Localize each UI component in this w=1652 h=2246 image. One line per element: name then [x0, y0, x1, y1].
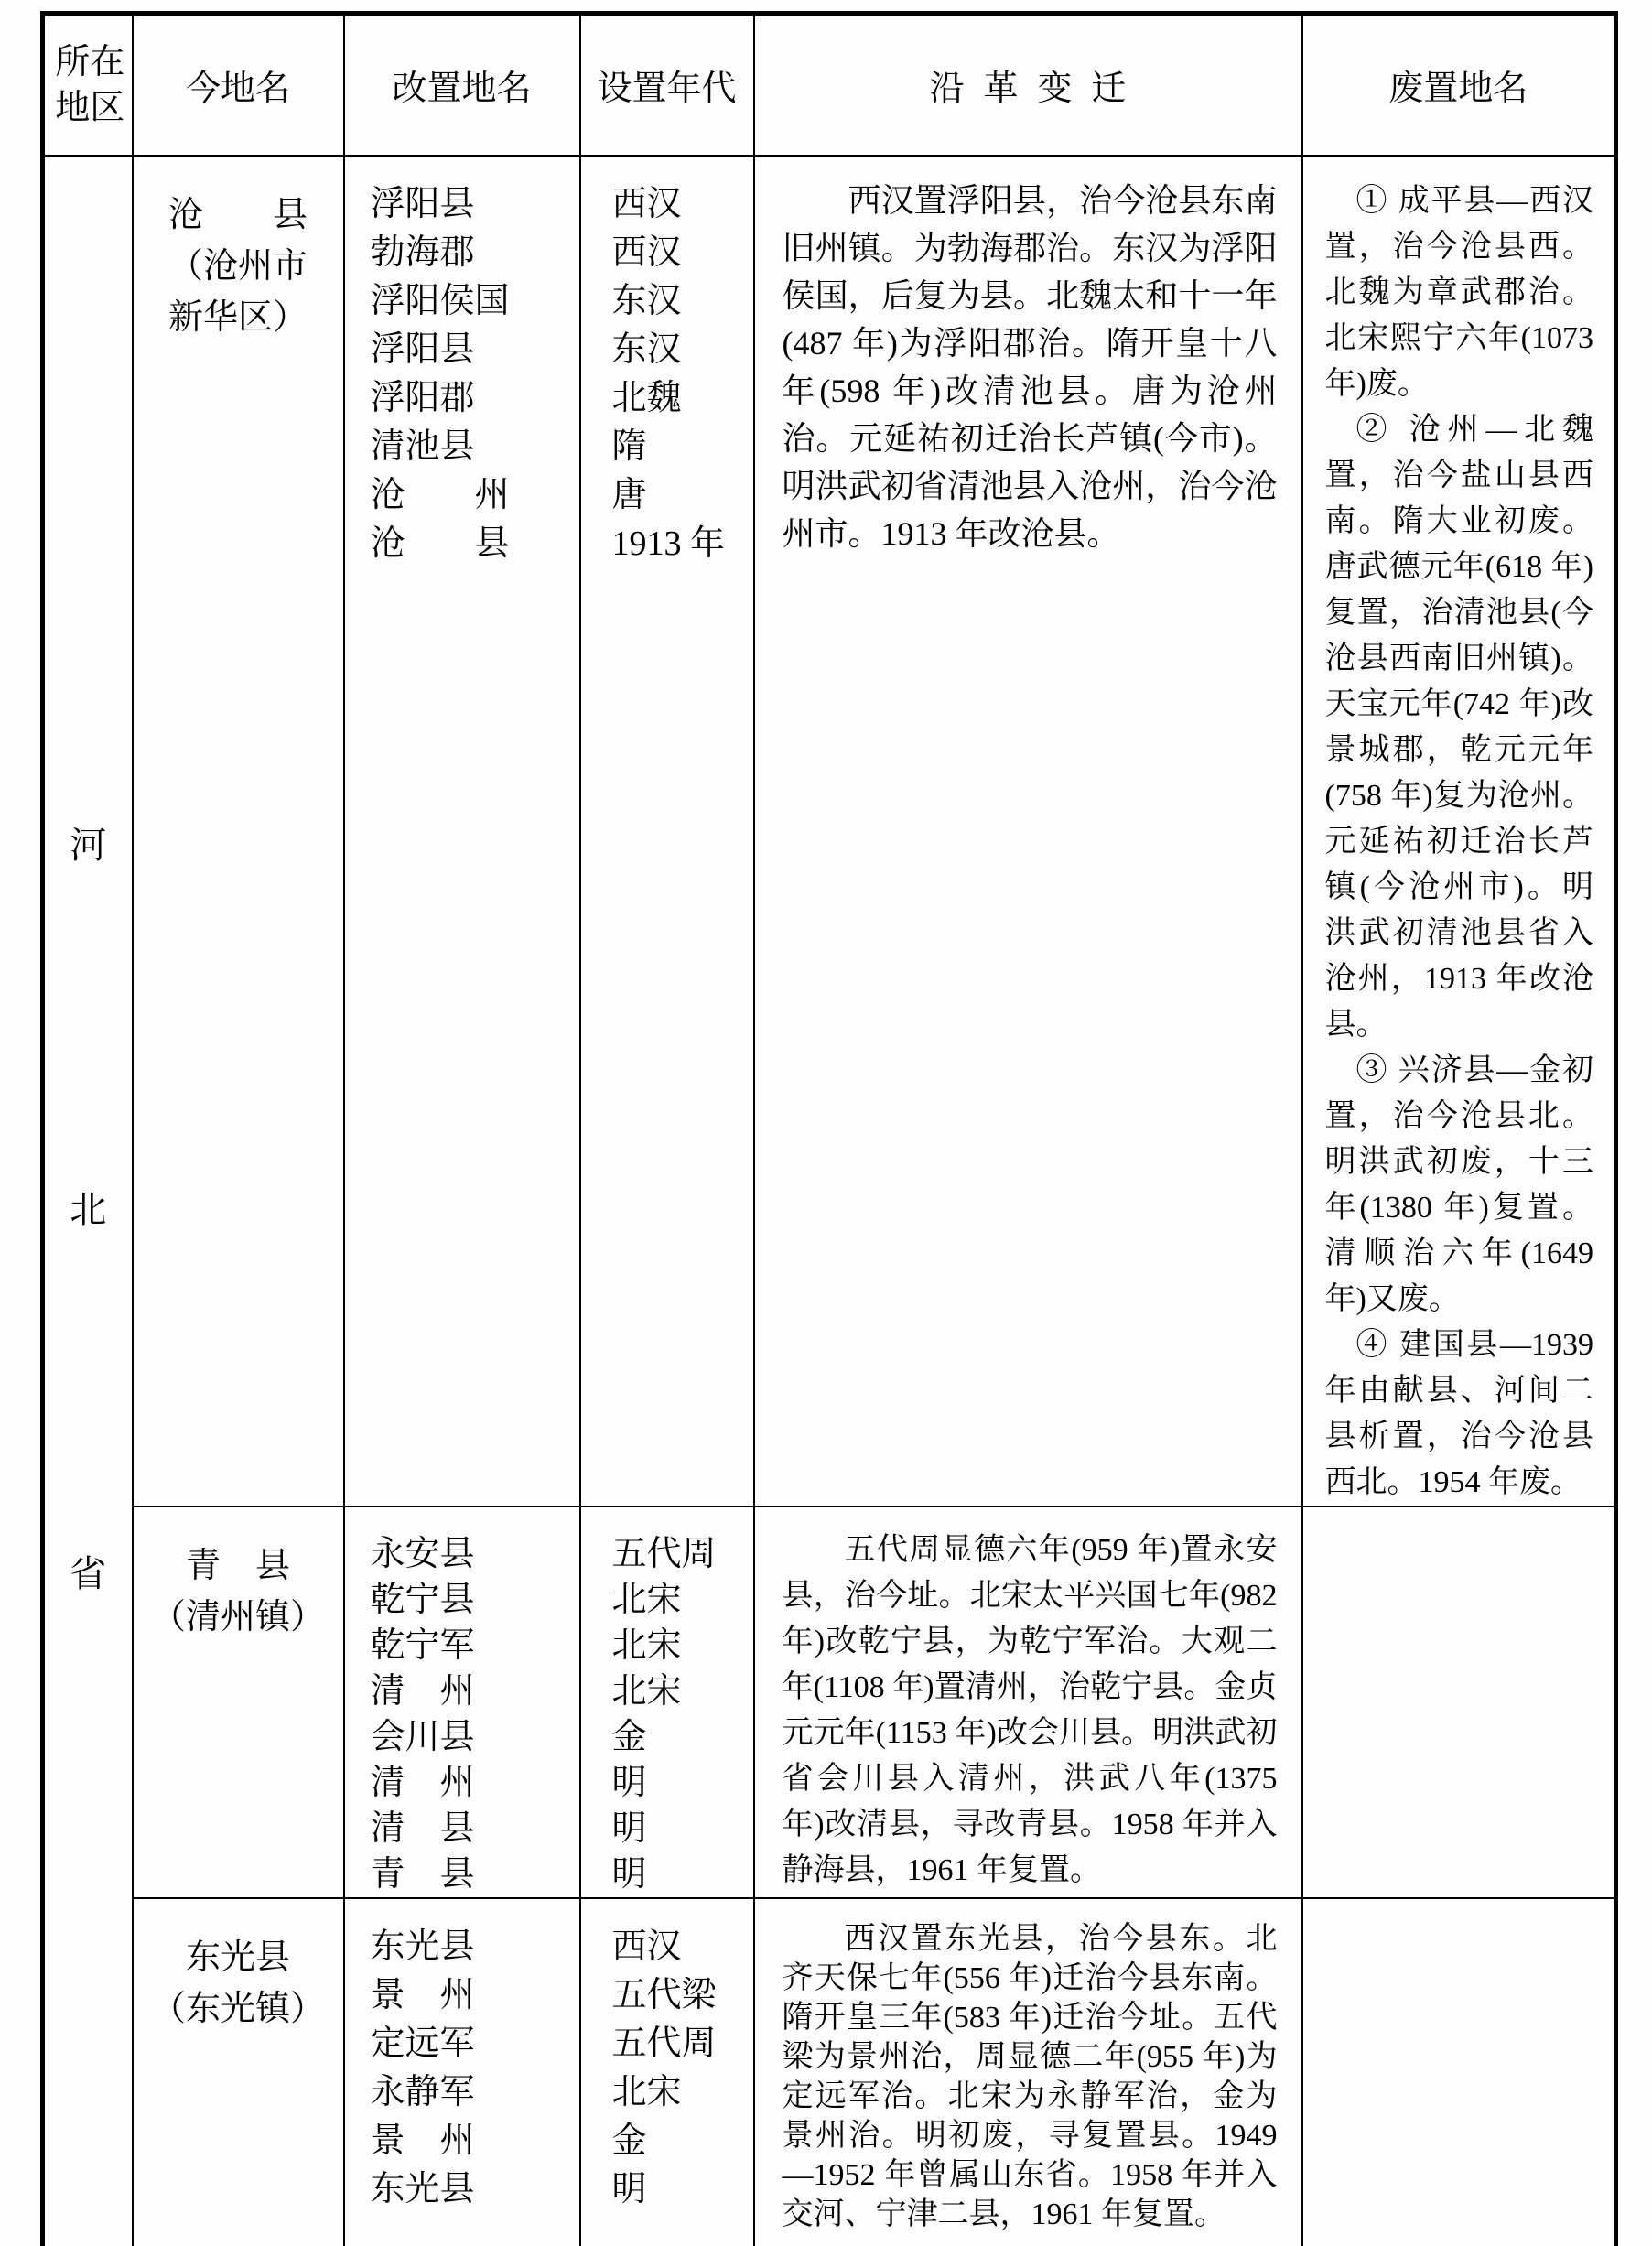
era-entry: 明 — [611, 2169, 647, 2208]
header-row — [43, 14, 1616, 156]
renamed-name: 浮阳侯国 — [370, 281, 510, 320]
renamed-name: 浮阳县 — [370, 184, 475, 223]
region-char: 省 — [70, 1553, 107, 1595]
header-current-name: 今地名 — [133, 14, 344, 156]
current-name-line: 沧 县 — [167, 195, 308, 234]
renamed-name: 勃海郡 — [370, 232, 475, 272]
evolution-text: 西汉置浮阳县，治今沧县东南旧州镇。为勃海郡治。东汉为浮阳侯国，后复为县。北魏太和十一年(487 年)为浮阳郡治。隋开皇十八年(598 年)改清池县。唐为沧州治。元延祐初迁治长芦镇(今市)。明洪武初省清池县入沧州，治今沧州市。1913 年改沧县。 — [782, 181, 1278, 552]
renamed-cell — [344, 1898, 580, 2246]
header-region: 所在地区 — [43, 14, 133, 156]
era-entry: 明 — [611, 1763, 647, 1802]
era-entry: 北宋 — [611, 1580, 682, 1619]
region-cell-hebei — [43, 156, 133, 2246]
header-era: 设置年代 — [580, 14, 754, 156]
era-entry: 西汉 — [611, 184, 682, 223]
renamed-name: 永安县 — [370, 1534, 475, 1573]
era-entry: 北宋 — [611, 2072, 682, 2111]
renamed-cell — [344, 1506, 580, 1898]
renamed-name: 景 州 — [370, 1975, 475, 2014]
evolution-cell — [754, 1898, 1302, 2246]
abolished-entry: ④ 建国县—1939 年由献县、河间二县析置，治今沧县西北。1954 年废。 — [1324, 1327, 1593, 1499]
place-name-history-table — [40, 11, 1618, 2246]
era-entry: 北宋 — [611, 1671, 682, 1711]
renamed-name: 东光县 — [370, 1927, 475, 1966]
era-entry: 西汉 — [611, 1927, 682, 1966]
current-name-cell — [133, 1898, 344, 2246]
abolished-entry: ② 沧州—北魏置，治今盐山县西南。隋大业初废。唐武德元年(618 年)复置，治清池县(今沧县西南旧州镇)。天宝元年(742 年)改景城郡，乾元元年(758 年)复为沧州。元延祐初迁治长芦镇(今沧州市)。明洪武初清池县省入沧州，1913 年改沧县。 — [1324, 412, 1593, 1042]
era-entry: 唐 — [611, 475, 647, 514]
era-entry: 东汉 — [611, 329, 682, 369]
current-name-line: 青 县 — [185, 1546, 290, 1585]
abolished-cell-empty — [1302, 1898, 1616, 2246]
renamed-name: 清 县 — [370, 1809, 475, 1848]
renamed-name: 会川县 — [370, 1717, 475, 1756]
renamed-cell — [344, 156, 580, 1506]
region-char: 河 — [70, 825, 107, 867]
renamed-name: 清 州 — [370, 1763, 475, 1802]
era-entry: 明 — [611, 1854, 647, 1894]
abolished-cell-empty — [1302, 1506, 1616, 1898]
evolution-cell — [754, 1506, 1302, 1898]
renamed-name: 清池县 — [370, 427, 475, 466]
renamed-name: 浮阳县 — [370, 329, 475, 369]
era-entry: 北魏 — [611, 378, 682, 417]
era-entry: 金 — [611, 1717, 647, 1756]
table-row-dongguangxian — [43, 1898, 1616, 2246]
renamed-name: 清 州 — [370, 1671, 475, 1711]
renamed-name: 永静军 — [370, 2072, 475, 2111]
region-label-vertical — [45, 826, 132, 1593]
era-cell — [580, 1506, 754, 1898]
renamed-name: 定远军 — [370, 2024, 475, 2063]
current-name-line: （清州镇） — [150, 1597, 325, 1636]
era-entry: 五代周 — [611, 1534, 717, 1573]
era-cell — [580, 1898, 754, 2246]
era-entry: 西汉 — [611, 232, 682, 272]
table-row-qingxian — [43, 1506, 1616, 1898]
renamed-name: 乾宁县 — [370, 1580, 475, 1619]
abolished-entry: ① 成平县—西汉置，治今沧县西。北魏为章武郡治。北宋熙宁六年(1073 年)废。 — [1324, 183, 1593, 401]
header-renamed: 改置地名 — [344, 14, 580, 156]
abolished-cell — [1302, 156, 1616, 1506]
header-evolution: 沿革变迁 — [754, 14, 1302, 156]
region-char: 北 — [70, 1189, 107, 1231]
table-row-cangxian — [43, 156, 1616, 1506]
evolution-text: 五代周显德六年(959 年)置永安县，治今址。北宋太平兴国七年(982 年)改乾宁县，为乾宁军治。大观二年(1108 年)置清州，治乾宁县。金贞元元年(1153 年)改会川县。明洪武初省会川县入清州，洪武八年(1375 年)改清县，寻改青县。1958 年并入静海县，1961 年复置。 — [782, 1532, 1278, 1887]
renamed-name: 浮阳郡 — [370, 378, 475, 417]
era-entry: 1913 年 — [611, 524, 726, 563]
current-name-line: 东光县 — [185, 1938, 290, 1977]
evolution-text: 西汉置东光县，治今县东。北齐天保七年(556 年)迁治今县东南。隋开皇三年(583 年)迁治今址。五代梁为景州治，周显德二年(955 年)为定远军治。北宋为永静军治，金为景州治。明初废，寻复置县。1949—1952 年曾属山东省。1958 年并入交河、宁津二县，1961 年复置。 — [782, 1921, 1278, 2231]
renamed-name: 景 州 — [370, 2121, 475, 2160]
renamed-name: 乾宁军 — [370, 1625, 475, 1665]
current-name-line: （沧州市 — [167, 246, 308, 286]
era-entry: 隋 — [611, 427, 647, 466]
era-entry: 东汉 — [611, 281, 682, 320]
current-name-cell — [133, 1506, 344, 1898]
era-entry: 明 — [611, 1809, 647, 1848]
renamed-name: 东光县 — [370, 2169, 475, 2208]
era-entry: 北宋 — [611, 1625, 682, 1665]
evolution-cell — [754, 156, 1302, 1506]
era-entry: 五代梁 — [611, 1975, 717, 2014]
current-name-cell — [133, 156, 344, 1506]
renamed-name: 沧 县 — [370, 524, 510, 563]
era-entry: 五代周 — [611, 2024, 717, 2063]
current-name-line: （东光镇） — [150, 1989, 325, 2028]
era-cell — [580, 156, 754, 1506]
renamed-name: 青 县 — [370, 1854, 475, 1894]
renamed-name: 沧 州 — [370, 475, 510, 514]
abolished-entry: ③ 兴济县—金初置，治今沧县北。明洪武初废，十三年(1380 年)复置。清顺治六年(1649 年)又废。 — [1324, 1053, 1593, 1316]
current-name-line: 新华区） — [167, 297, 308, 337]
header-abolished: 废置地名 — [1302, 14, 1616, 156]
era-entry: 金 — [611, 2121, 647, 2160]
